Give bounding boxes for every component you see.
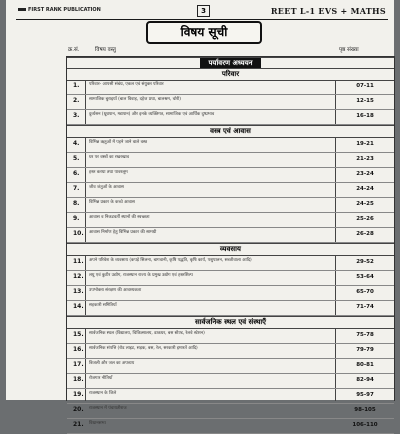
section-heading: सार्वजनिक स्थल एवं संस्थाएँ	[67, 316, 394, 329]
row-topic: विभिन्न प्रकार के कच्चे आवास	[89, 200, 135, 205]
row-topic: लघु एवं कुटीर उद्योग, राजस्थान राज्य के प्रमुख उद्योग एवं हस्तशिल्प	[89, 273, 193, 278]
row-number: 5.	[73, 155, 80, 162]
row-number: 1.	[73, 82, 80, 89]
row-page-range: 75-78	[356, 332, 374, 338]
table-row	[67, 197, 394, 213]
row-number: 16.	[73, 346, 84, 353]
row-page-range: 19-21	[356, 141, 374, 147]
book-title: REET L-1 EVS + MATHS	[270, 6, 386, 16]
row-page-range: 79-79	[356, 347, 374, 353]
row-page-range: 98-105	[354, 407, 376, 413]
row-number: 3.	[73, 112, 80, 119]
row-number: 17.	[73, 361, 84, 368]
row-topic: विभिन्न ऋतुओं में पहने जाने वाले वस्त्र	[89, 140, 147, 145]
table-row	[67, 388, 394, 404]
row-page-range: 25-26	[356, 216, 374, 222]
row-topic: राजस्थान में पंचायतीराज	[89, 406, 127, 411]
row-number: 6.	[73, 170, 80, 177]
row-number: 9.	[73, 215, 80, 222]
row-topic: हस्त करघा तथा पावरलूम	[89, 170, 128, 175]
table-row	[67, 212, 394, 228]
row-number: 18.	[73, 376, 84, 383]
row-topic: उपभोक्ता संरक्षण की आवश्यकता	[89, 288, 142, 293]
column-header-topic: विषय वस्तु	[95, 47, 116, 53]
table-row	[67, 358, 394, 374]
row-number: 8.	[73, 200, 80, 207]
row-topic: दुर्व्यसन (धूम्रपान, मद्यपान) और इनके व्यक्तिगत, सामाजिक एवं आर्थिक दुष्प्रभाव	[89, 112, 215, 117]
row-page-range: 21-23	[356, 156, 374, 162]
row-page-range: 95-97	[356, 392, 374, 398]
row-page-range: 24-24	[356, 186, 374, 192]
label-text: पर्यावरण अध्ययन	[200, 58, 260, 69]
row-page-range: 29-52	[356, 259, 374, 265]
table-row	[67, 285, 394, 301]
section-heading: व्यवसाय	[67, 243, 394, 256]
decorative-bar	[18, 8, 26, 11]
table-row	[67, 328, 394, 344]
row-topic: सार्वजनिक स्थल (विद्यालय, चिकित्सालय, डाकघर, बस स्टैण्ड, रेलवे स्टेशन)	[89, 331, 205, 336]
table-row	[67, 300, 394, 316]
table-row	[67, 167, 394, 183]
section-heading: परिवार	[67, 68, 394, 81]
section-heading: वस्त्र एवं आवास	[67, 125, 394, 138]
table-row	[67, 418, 394, 434]
column-header-page: पृष्ठ संख्या	[339, 47, 359, 53]
row-topic: रोजगार नीतियाँ	[89, 376, 113, 381]
row-topic: घर पर वस्त्रों का रखरखाव	[89, 155, 129, 160]
page-number: 3	[197, 5, 210, 17]
page-title: विषय सूची	[146, 21, 262, 44]
table-row	[67, 270, 394, 286]
table-row	[67, 137, 394, 153]
table-row	[67, 343, 394, 359]
contents-table	[66, 56, 395, 428]
page-header	[16, 3, 388, 20]
row-page-range: 23-24	[356, 171, 374, 177]
row-number: 15.	[73, 331, 84, 338]
row-topic: बिजली और जल का अपव्यय	[89, 361, 135, 366]
publisher-name	[18, 7, 101, 13]
row-page-range: 65-70	[356, 289, 374, 295]
row-page-range: 07-11	[356, 83, 374, 89]
row-number: 4.	[73, 140, 80, 147]
row-number: 7.	[73, 185, 80, 192]
row-topic: आवास व निकटवर्ती स्थानों की स्वच्छता	[89, 215, 150, 220]
row-number: 12.	[73, 273, 84, 280]
table-row	[67, 182, 394, 198]
table-row	[67, 373, 394, 389]
table-row	[67, 255, 394, 271]
row-page-range: 106-110	[352, 422, 378, 428]
row-topic: सामाजिक बुराइयाँ (बाल विवाह, दहेज प्रथा, बालश्रम, चोरी)	[89, 97, 181, 102]
row-topic: परिवार- आपसी संबंध, एकल एवं संयुक्त परिवार	[89, 82, 164, 87]
row-number: 10.	[73, 230, 84, 237]
document-page	[6, 0, 394, 428]
table-row	[67, 403, 394, 419]
table-row	[67, 79, 394, 95]
label-text: FIRST RANK PUBLICATION	[28, 7, 101, 13]
row-page-range: 71-74	[356, 304, 374, 310]
row-page-range: 80-81	[356, 362, 374, 368]
table-row	[67, 94, 394, 110]
row-number: 21.	[73, 421, 84, 428]
row-topic: जीव जंतुओं के आवास	[89, 185, 124, 190]
column-header-sno: क्र.सं.	[68, 47, 80, 53]
row-page-range: 82-94	[356, 377, 374, 383]
row-page-range: 53-64	[356, 274, 374, 280]
row-topic: सहकारी समितियाँ	[89, 303, 117, 308]
row-page-range: 26-28	[356, 231, 374, 237]
row-topic: आवास निर्माण हेतु विभिन्न प्रकार की सामग्री	[89, 230, 157, 235]
row-topic: राजस्थान के जिले	[89, 391, 117, 396]
row-topic: सार्वजनिक संपत्ति (रोड लाइट, सड़क, बस, रेल, सरकारी इमारतें आदि)	[89, 346, 198, 351]
row-topic: विधानसभा	[89, 421, 106, 426]
row-number: 11.	[73, 258, 84, 265]
row-number: 14.	[73, 303, 84, 310]
row-number: 2.	[73, 97, 80, 104]
row-page-range: 24-25	[356, 201, 374, 207]
row-number: 13.	[73, 288, 84, 295]
table-row	[67, 109, 394, 125]
table-row	[67, 152, 394, 168]
table-row	[67, 227, 394, 243]
row-page-range: 16-18	[356, 113, 374, 119]
row-page-range: 12-15	[356, 98, 374, 104]
row-number: 20.	[73, 406, 84, 413]
row-number: 19.	[73, 391, 84, 398]
row-topic: अपने परिवेश के व्यवसाय (कपड़े सिलना, बागवानी, कृषि पद्धति, कृषि कार्य, पशुपालन, सब्जीवाला आदि)	[89, 258, 252, 263]
